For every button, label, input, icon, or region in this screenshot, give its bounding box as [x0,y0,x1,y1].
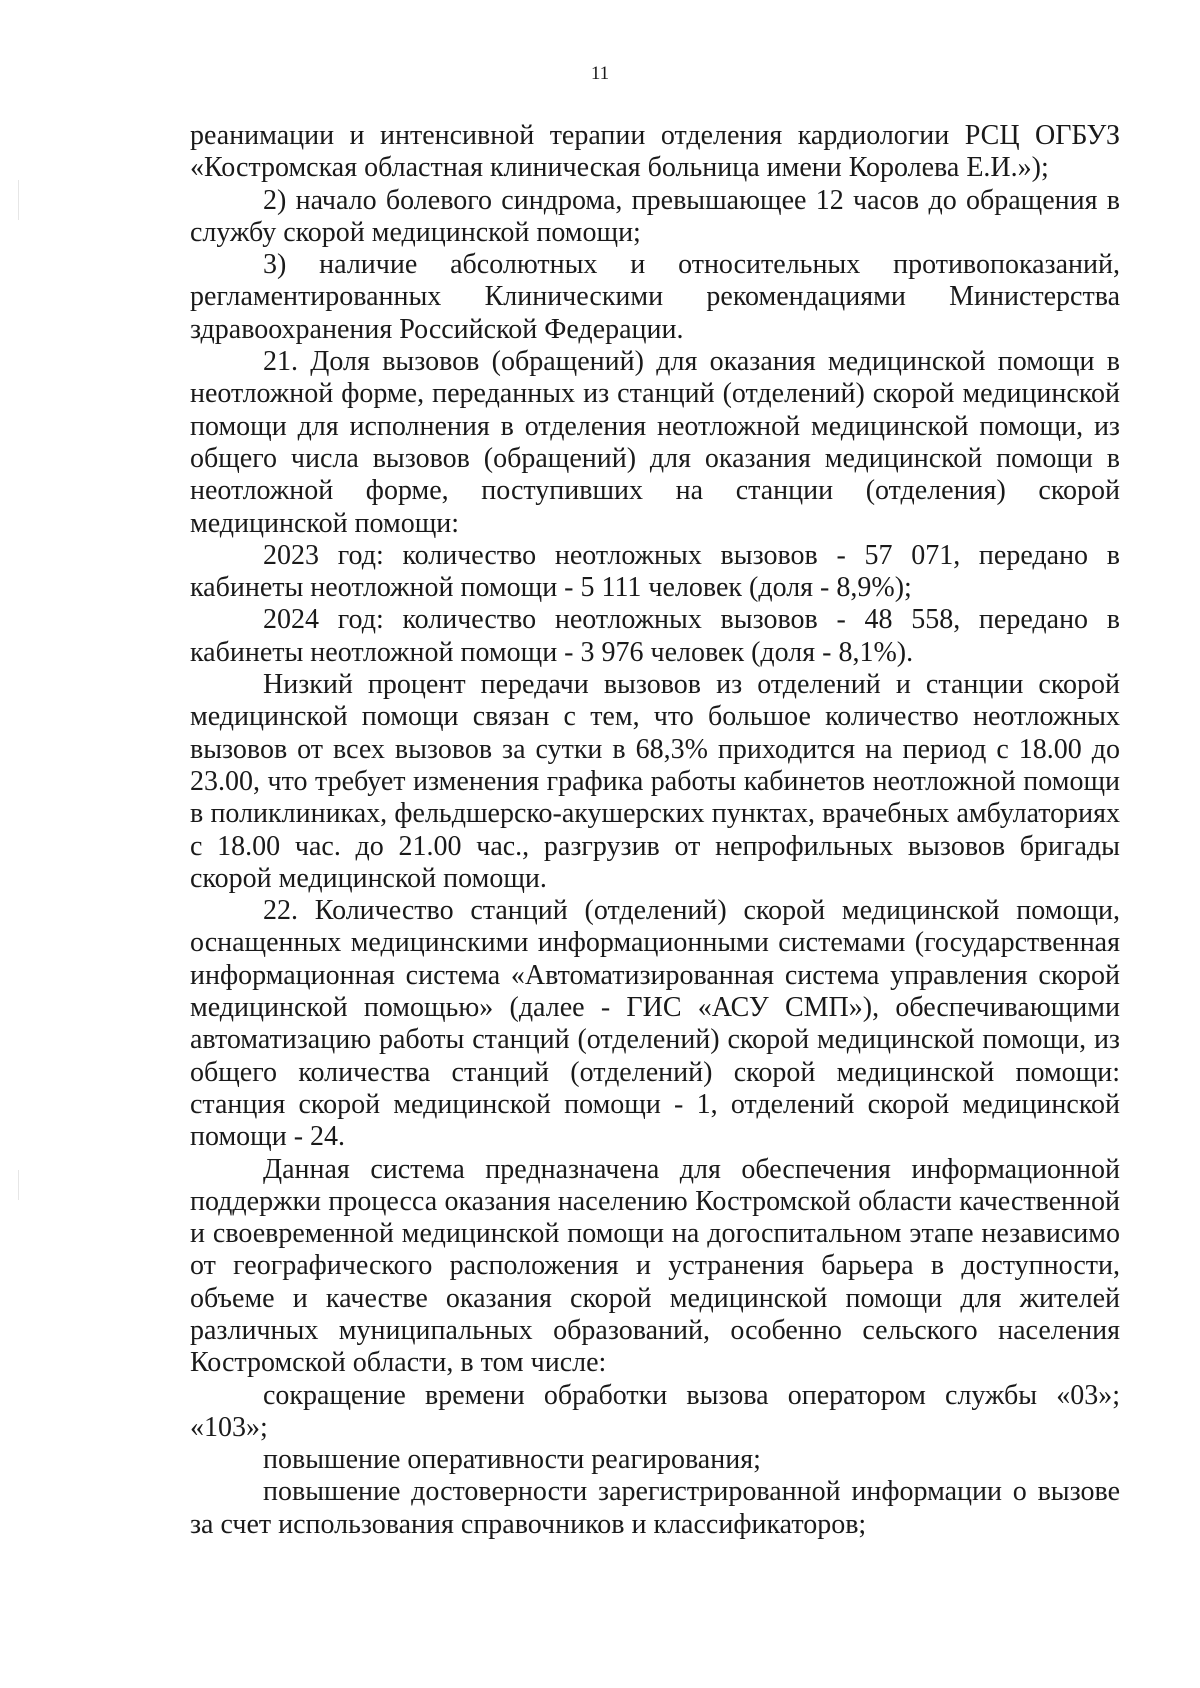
paragraph: повышение достоверности зарегистрированной информации о вызове за счет использования справочников и классификаторов; [190,1476,1120,1540]
paragraph: реанимации и интенсивной терапии отделения кардиологии РСЦ ОГБУЗ «Костромская областная клиническая больница имени Королева Е.И.»); [190,120,1120,184]
paragraph: сокращение времени обработки вызова оператором службы «03»; «103»; [190,1379,1120,1443]
scan-margin-line [18,1170,19,1200]
page-number: 11 [590,63,610,84]
paragraph: 22. Количество станций (отделений) скорой медицинской помощи, оснащенных медицинскими информационными системами (государственная информационная система «Автоматизированная система управления скорой медицинской помощью» (далее - ГИС «АСУ СМП»), обеспечивающими автоматизацию работы станций (отделений) скорой медицинской помощи, из общего количества станций (отделений) скорой медицинской помощи: станция скорой медицинской помощи - 1, отделений скорой медицинской помощи - 24. [190,895,1120,1153]
paragraph: 3) наличие абсолютных и относительных противопоказаний, регламентированных Клиническими рекомендациями Министерства здравоохранения Российской Федерации. [190,249,1120,345]
document-body [190,120,1120,1541]
paragraph: повышение оперативности реагирования; [263,1444,761,1476]
paragraph: 2024 год: количество неотложных вызовов - 48 558, передано в кабинеты неотложной помощи - 3 976 человек (доля - 8,1%). [190,604,1120,668]
scan-margin-line [18,180,19,220]
paragraph: Данная система предназначена для обеспечения информационной поддержки процесса оказания населению Костромской области качественной и своевременной медицинской помощи на догоспитальном этапе независимо от географического расположения и устранения барьера в доступности, объеме и качестве оказания скорой медицинской помощи для жителей различных муниципальных образований, особенно сельского населения Костромской области, в том числе: [190,1153,1120,1379]
paragraph: 2023 год: количество неотложных вызовов - 57 071, передано в кабинеты неотложной помощи - 5 111 человек (доля - 8,9%); [190,539,1120,604]
paragraph: 21. Доля вызовов (обращений) для оказания медицинской помощи в неотложной форме, переданных из станций (отделений) скорой медицинской помощи для исполнения в отделения неотложной медицинской помощи, из общего числа вызовов (обращений) для оказания медицинской помощи в неотложной форме, поступивших на станции (отделения) скорой медицинской помощи: [190,346,1120,539]
paragraph: 2) начало болевого синдрома, превышающее 12 часов до обращения в службу скорой медицинской помощи; [190,184,1120,248]
paragraph: Низкий процент передачи вызовов из отделений и станции скорой медицинской помощи связан с тем, что большое количество неотложных вызовов от всех вызовов за сутки в 68,3% приходится на период с 18.00 до 23.00, что требует изменения графика работы кабинетов неотложной помощи в поликлиниках, фельдшерско-акушерских пунктах, врачебных амбулаториях с 18.00 час. до 21.00 час., разгрузив от непрофильных вызовов бригады скорой медицинской помощи. [190,669,1120,894]
